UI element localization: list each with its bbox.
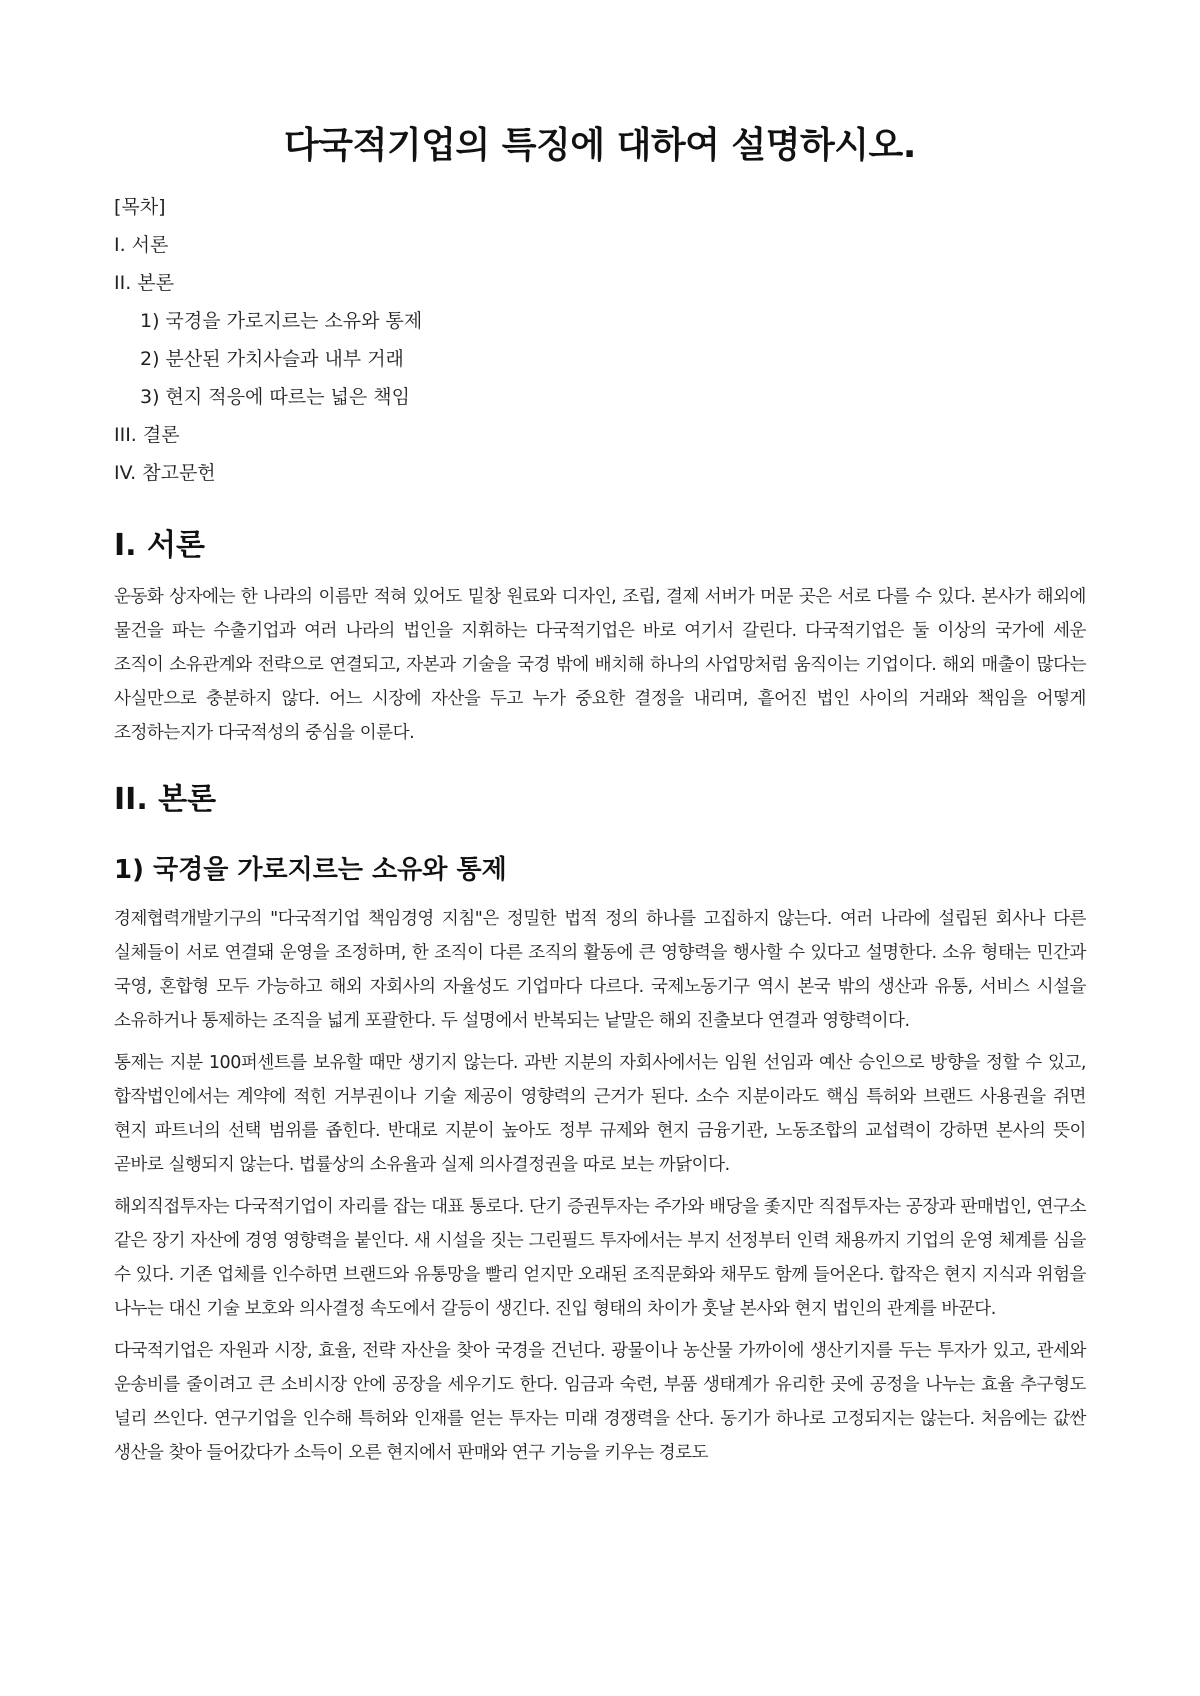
toc-item: III. 결론 <box>114 424 180 446</box>
body-paragraph: 통제는 지분 100퍼센트를 보유할 때만 생기지 않는다. 과반 지분의 자회사에서는 임원 선임과 예산 승인으로 방향을 정할 수 있고, 합작법인에서는 계약에 적힌 거부권이나 기술 제공이 영향력의 근거가 된다. 소수 지분이라도 핵심 특허와 브랜드 사용권을 쥐면 현지 파트너의 선택 범위를 좁힌다. 반대로 지분이 높아도 정부 규제와 현지 금융기관, 노동조합의 교섭력이 강하면 본사의 뜻이 곧바로 실행되지 않는다. 법률상의 소유율과 실제 의사결정권을 따로 보는 까닭이다. <box>114 1053 1086 1175</box>
toc-item: 2) 분산된 가치사슬과 내부 거래 <box>140 348 404 370</box>
toc-item: IV. 참고문헌 <box>114 462 216 484</box>
toc-label: [목차] <box>114 196 166 218</box>
section-heading-intro: I. 서론 <box>114 528 205 563</box>
body-paragraph: 해외직접투자는 다국적기업이 자리를 잡는 대표 통로다. 단기 증권투자는 주가와 배당을 좇지만 직접투자는 공장과 판매법인, 연구소 같은 장기 자산에 경영 영향력을 붙인다. 새 시설을 짓는 그린필드 투자에서는 부지 선정부터 인력 채용까지 기업의 운영 체계를 심을 수 있다. 기존 업체를 인수하면 브랜드와 유통망을 빨리 얻지만 오래된 조직문화와 채무도 함께 들어온다. 합작은 현지 지식과 위험을 나누는 대신 기술 보호와 의사결정 속도에서 갈등이 생긴다. 진입 형태의 차이가 훗날 본사와 현지 법인의 관계를 바꾼다. <box>114 1197 1086 1319</box>
intro-paragraph: 운동화 상자에는 한 나라의 이름만 적혀 있어도 밑창 원료와 디자인, 조립, 결제 서버가 머문 곳은 서로 다를 수 있다. 본사가 해외에 물건을 파는 수출기업과 여러 나라의 법인을 지휘하는 다국적기업은 바로 여기서 갈린다. 다국적기업은 둘 이상의 국가에 세운 조직이 소유관계와 전략으로 연결되고, 자본과 기술을 국경 밖에 배치해 하나의 사업망처럼 움직이는 기업이다. 해외 매출이 많다는 사실만으로 충분하지 않다. 어느 시장에 자산을 두고 누가 중요한 결정을 내리며, 흩어진 법인 사이의 거래와 책임을 어떻게 조정하는지가 다국적성의 중심을 이룬다. <box>114 587 1086 743</box>
toc-item: II. 본론 <box>114 272 174 294</box>
body-paragraph: 다국적기업은 자원과 시장, 효율, 전략 자산을 찾아 국경을 건넌다. 광물이나 농산물 가까이에 생산기지를 두는 투자가 있고, 관세와 운송비를 줄이려고 큰 소비시장 안에 공장을 세우기도 한다. 임금과 숙련, 부품 생태계가 유리한 곳에 공정을 나누는 효율 추구형도 널리 쓰인다. 연구기업을 인수해 특허와 인재를 얻는 투자는 미래 경쟁력을 산다. 동기가 하나로 고정되지는 않는다. 처음에는 값싼 생산을 찾아 들어갔다가 소득이 오른 현지에서 판매와 연구 기능을 키우는 경로도 <box>114 1341 1086 1463</box>
document-title: 다국적기업의 특징에 대하여 설명하시오. <box>284 125 916 166</box>
toc-item: I. 서론 <box>114 234 169 256</box>
body-paragraph: 경제협력개발기구의 "다국적기업 책임경영 지침"은 정밀한 법적 정의 하나를 고집하지 않는다. 여러 나라에 설립된 회사나 다른 실체들이 서로 연결돼 운영을 조정하며, 한 조직이 다른 조직의 활동에 큰 영향력을 행사할 수 있다고 설명한다. 소유 형태는 민간과 국영, 혼합형 모두 가능하고 해외 자회사의 자율성도 기업마다 다르다. 국제노동기구 역시 본국 밖의 생산과 유통, 서비스 시설을 소유하거나 통제하는 조직을 넓게 포괄한다. 두 설명에서 반복되는 낱말은 해외 진출보다 연결과 영향력이다. <box>114 909 1086 1031</box>
subsection-heading: 1) 국경을 가로지르는 소유와 통제 <box>114 855 507 885</box>
toc-item: 1) 국경을 가로지르는 소유와 통제 <box>140 310 423 332</box>
section-heading-body: II. 본론 <box>114 782 217 817</box>
table-of-contents <box>114 188 1086 492</box>
toc-item: 3) 현지 적응에 따르는 넓은 책임 <box>140 386 410 408</box>
